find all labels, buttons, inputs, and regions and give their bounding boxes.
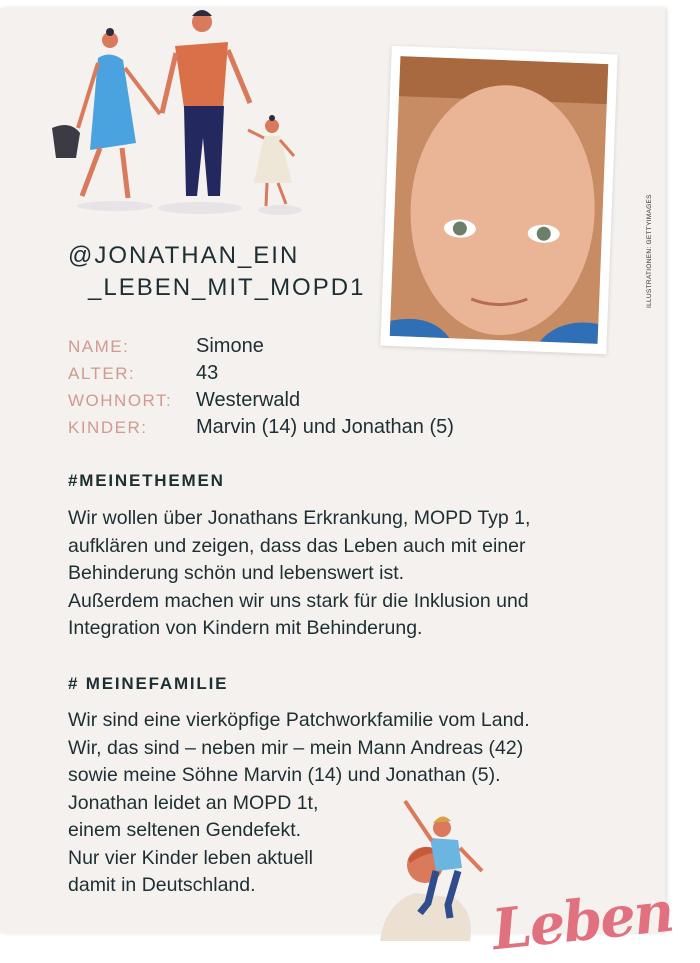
handle-line-1: @JONATHAN_EIN: [68, 242, 300, 269]
fact-label: ALTER:: [68, 363, 136, 383]
fact-value: 43: [196, 362, 219, 384]
instagram-handle[interactable]: [68, 240, 365, 304]
fact-residence: [68, 387, 454, 414]
fact-value: Marvin (14) und Jonathan (5): [196, 416, 454, 438]
profile-facts: [68, 333, 454, 441]
script-word-leben: Leben: [489, 878, 676, 963]
fact-value: Simone: [196, 335, 264, 357]
family-illustration: [40, 8, 310, 223]
text-line: damit in Deutschland.: [68, 874, 256, 896]
photo-frame: [380, 46, 617, 354]
text-line: Jonathan leidet an MOPD 1t,: [68, 791, 319, 814]
child-on-shoulders-illustration: [370, 793, 510, 941]
text-line: Nur vier Kinder leben aktuell: [68, 846, 313, 869]
text-line: einem seltenen Gendefekt.: [68, 819, 302, 841]
fact-age: [68, 360, 454, 387]
fact-label: NAME:: [68, 336, 130, 356]
text-line: Behinderung schön und lebenswert ist.: [68, 562, 405, 584]
image-credit: ILLUSTRATIONEN: GETTYIMAGES: [646, 194, 653, 308]
magazine-page: [0, 8, 676, 963]
handle-line-2: _LEBEN_MIT_MOPD1: [88, 274, 366, 301]
fact-label: KINDER:: [68, 417, 148, 437]
fact-name: [68, 333, 454, 360]
section-body-themes: [68, 505, 638, 643]
fact-children: [68, 414, 454, 441]
section-body-family: [68, 707, 638, 900]
text-line: Integration von Kindern mit Behinderung.: [68, 617, 423, 639]
text-line: sowie meine Söhne Marvin (14) und Jonathan (5).: [68, 764, 501, 786]
face-placeholder-icon: [390, 56, 609, 344]
text-line: aufklären und zeigen, dass das Leben auch mit einer: [68, 534, 526, 557]
fact-label: WOHNORT:: [68, 390, 173, 410]
text-line: Wir wollen über Jonathans Erkrankung, MOPD Typ 1,: [68, 507, 531, 529]
text-line: Wir, das sind – neben mir – mein Mann Andreas (42): [68, 736, 524, 759]
portrait-photo: [390, 56, 609, 344]
text-line: Außerdem machen wir uns stark für die Inklusion und: [68, 589, 529, 612]
section-heading-themes: #MEINETHEMEN: [68, 471, 225, 490]
section-heading-family: # MEINEFAMILIE: [68, 674, 229, 693]
text-line: Wir sind eine vierköpfige Patchworkfamilie vom Land.: [68, 709, 530, 731]
fact-value: Westerwald: [196, 389, 301, 411]
